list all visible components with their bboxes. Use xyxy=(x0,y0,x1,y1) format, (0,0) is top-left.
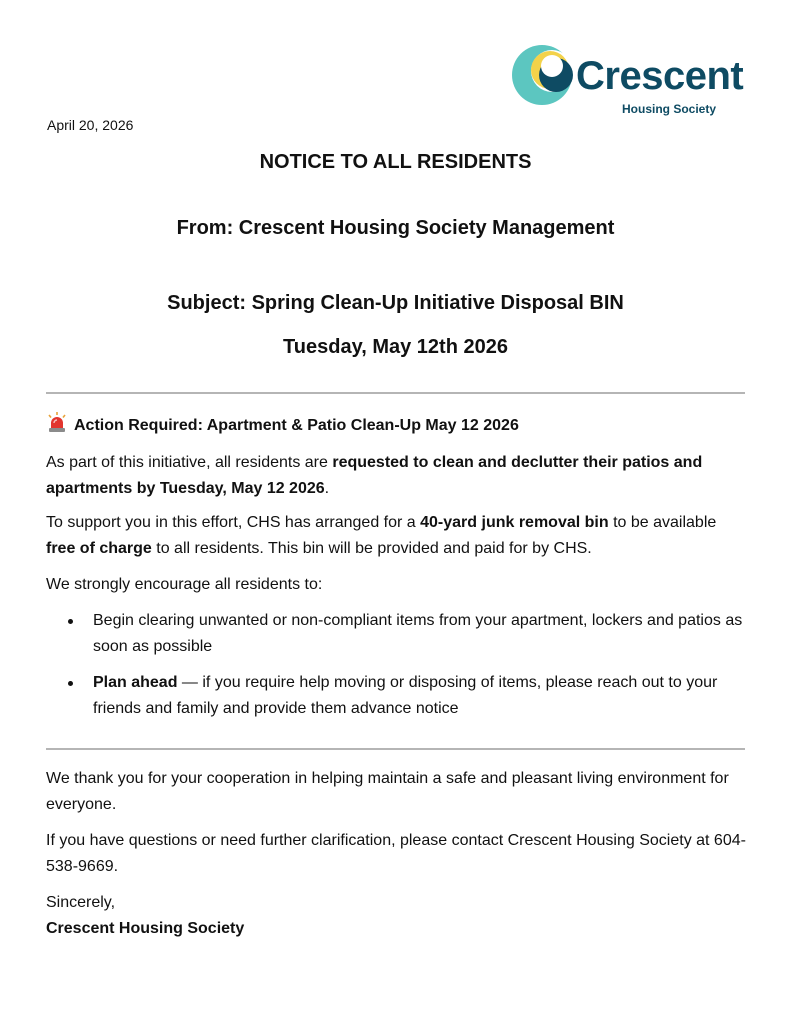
action-required-text: Action Required: Apartment & Patio Clean-Up May 12 2026 xyxy=(74,417,519,434)
paragraph-request-text: As part of this initiative, all residents are xyxy=(46,454,333,471)
letter-date: April 20, 2026 xyxy=(47,117,134,133)
paragraph-request-end: . xyxy=(324,480,330,497)
crescent-logo-icon xyxy=(510,44,576,110)
paragraph-bin-text-3: to all residents. This bin will be provided and paid for by CHS. xyxy=(151,540,592,557)
logo-name: Crescent xyxy=(576,54,744,98)
paragraph-contact: If you have questions or need further clarification, please contact Crescent Housing Society at 604-538-9669. xyxy=(46,832,746,875)
paragraph-bin xyxy=(46,510,746,562)
paragraph-bin-bold-1: 40-yard junk removal bin xyxy=(420,514,609,531)
paragraph-encourage: We strongly encourage all residents to: xyxy=(46,576,323,593)
from-heading: From: Crescent Housing Society Management xyxy=(176,217,615,239)
list-item xyxy=(46,608,746,660)
siren-icon xyxy=(46,412,68,434)
closing-block xyxy=(46,890,746,942)
paragraph-request xyxy=(46,450,746,502)
list-item-text: — if you require help moving or disposing of items, please reach out to your friends and family and provide them advance notice xyxy=(93,674,718,717)
paragraph-bin-text-1: To support you in this effort, CHS has arranged for a xyxy=(46,514,421,531)
bullet-icon xyxy=(68,619,73,624)
closing-signature: Crescent Housing Society xyxy=(46,920,245,937)
paragraph-bin-bold-2: free of charge xyxy=(46,540,152,557)
paragraph-thanks: We thank you for your cooperation in helping maintain a safe and pleasant living environment for everyone. xyxy=(46,770,729,813)
logo-subtitle: Housing Society xyxy=(622,102,717,116)
closing-salutation: Sincerely, xyxy=(46,894,116,911)
action-required-line xyxy=(46,412,746,439)
bullet-icon xyxy=(68,681,73,686)
list-item-bold: Plan ahead xyxy=(93,674,178,691)
notice-heading: NOTICE TO ALL RESIDENTS xyxy=(259,151,532,173)
divider xyxy=(46,392,745,394)
event-date-heading: Tuesday, May 12th 2026 xyxy=(283,336,508,358)
list-item xyxy=(46,670,746,722)
crescent-logo xyxy=(510,44,765,120)
list-item-text: Begin clearing unwanted or non-compliant items from your apartment, lockers and patios as soon as possible xyxy=(93,612,743,655)
paragraph-request-bold: requested to clean and declutter their patios and apartments by Tuesday, May 12 2026 xyxy=(46,454,703,497)
paragraph-bin-text-2: to be available xyxy=(608,514,717,531)
divider xyxy=(46,748,745,750)
subject-heading: Subject: Spring Clean-Up Initiative Disposal BIN xyxy=(167,292,624,314)
encouragement-list xyxy=(46,608,746,732)
